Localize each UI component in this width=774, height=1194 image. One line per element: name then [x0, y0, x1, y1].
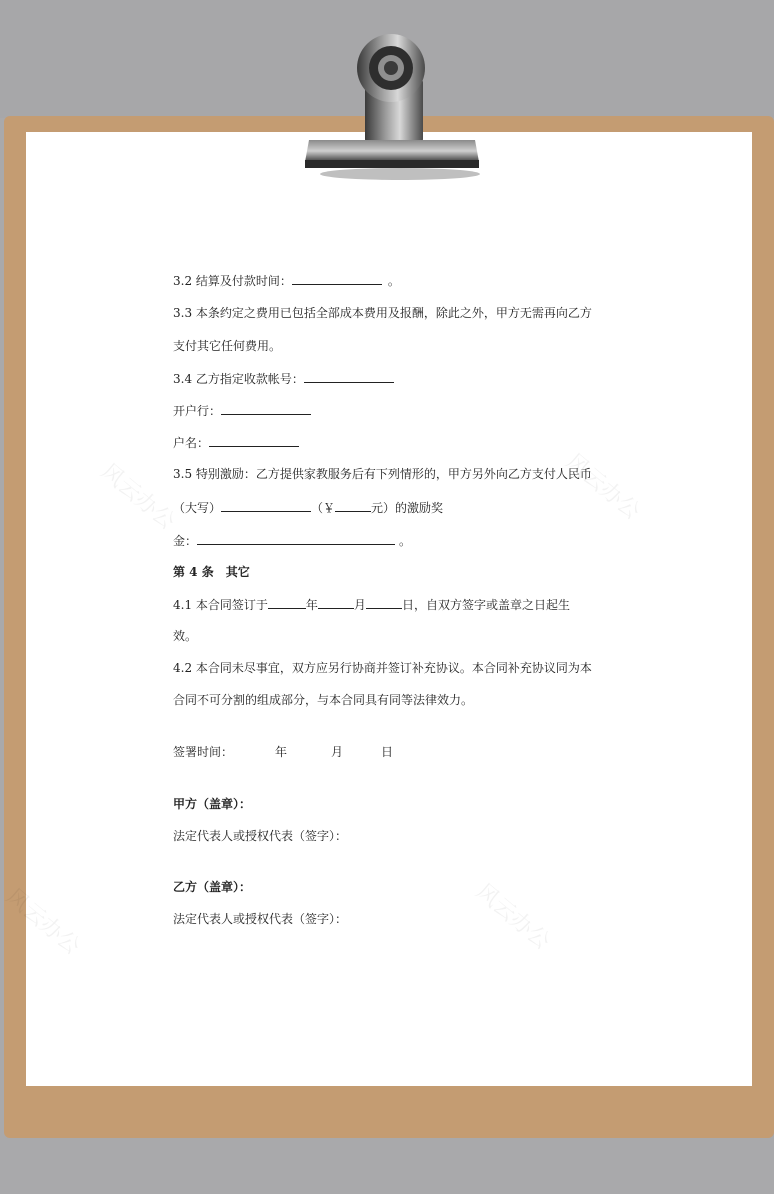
watermark: 风云办公: [95, 459, 180, 535]
blank-line[interactable]: [366, 596, 402, 609]
clause-3-5-line3: 金： 。: [173, 534, 412, 548]
binder-clip-icon: [295, 22, 485, 182]
clause-3-5-line2: （大写） （￥ 元）的激励奖: [173, 501, 444, 515]
signing-date: 签署时间： 年 月 日: [173, 745, 394, 759]
party-b-seal: 乙方（盖章）：: [173, 880, 252, 894]
party-a-seal: 甲方（盖章）：: [173, 797, 252, 811]
clause-3-2: 3.2 结算及付款时间： 。: [173, 274, 400, 288]
watermark: 风云办公: [470, 879, 555, 955]
blank-line[interactable]: [304, 370, 394, 383]
clause-3-3-line1: 3.3 本条约定之费用已包括全部成本费用及报酬，除此之外，甲方无需再向乙方: [173, 306, 592, 320]
blank-line[interactable]: [221, 402, 311, 415]
party-a-representative: 法定代表人或授权代表（签字）：: [173, 829, 348, 843]
clause-3-4: 3.4 乙方指定收款帐号：: [173, 370, 394, 387]
clause-3-5-line1: 3.5 特别激励：乙方提供家教服务后有下列情形的，甲方另外向乙方支付人民币: [173, 467, 592, 481]
article-4-title: 第 4 条 其它: [173, 565, 250, 579]
watermark: 风云办公: [560, 449, 645, 525]
party-b-representative: 法定代表人或授权代表（签字）：: [173, 912, 348, 926]
blank-line[interactable]: [318, 596, 354, 609]
clause-4-1-line2: 效。: [173, 629, 198, 643]
watermark: 风云办公: [0, 884, 85, 960]
clause-4-1-line1: 4.1 本合同签订于 年 月 日，自双方签字或盖章之日起生: [173, 598, 570, 612]
blank-line[interactable]: [292, 272, 382, 285]
blank-line[interactable]: [221, 499, 311, 512]
blank-line[interactable]: [209, 434, 299, 447]
blank-line[interactable]: [268, 596, 306, 609]
blank-line[interactable]: [197, 532, 395, 545]
account-name-line: 户名：: [173, 434, 299, 451]
clause-4-2-line2: 合同不可分割的组成部分，与本合同具有同等法律效力。: [173, 693, 474, 707]
clause-3-3-line2: 支付其它任何费用。: [173, 339, 282, 353]
blank-line[interactable]: [335, 499, 371, 512]
bank-line: 开户行：: [173, 402, 311, 419]
clause-4-2-line1: 4.2 本合同未尽事宜，双方应另行协商并签订补充协议。本合同补充协议同为本: [173, 661, 592, 675]
